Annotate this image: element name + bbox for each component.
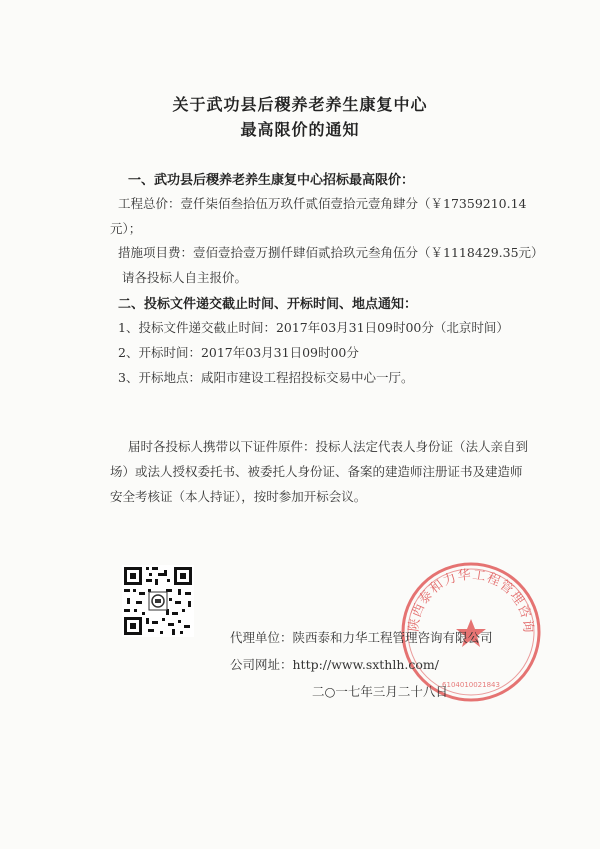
total-price-line1: 工程总价：壹仟柒佰叁拾伍万玖仟贰佰壹拾元壹角肆分（￥17359210.14: [118, 196, 527, 211]
opening-place-line: 3、开标地点：咸阳市建设工程招投标交易中心一厅。: [118, 370, 414, 385]
self-quote-line: 请各投标人自主报价。: [122, 270, 248, 285]
deadline-line: 1、投标文件递交截止时间：2017年03月31日09时00分（北京时间）: [118, 320, 509, 335]
document-title-line2: 最高限价的通知: [240, 120, 360, 139]
document-title-line1: 关于武功县后稷养老养生康复中心: [172, 95, 428, 114]
measures-fee-line: 措施项目费：壹佰壹拾壹万捌仟肆佰贰拾玖元叁角伍分（￥1118429.35元）: [118, 245, 544, 260]
opening-time-line: 2、开标时间：2017年03月31日09时00分: [118, 345, 359, 360]
agency-line: 代理单位：陕西泰和力华工程管理咨询有限公司: [230, 630, 493, 645]
qr-code-icon: [122, 565, 194, 637]
svg-text:陕西泰和力华工程管理咨询有限公司: [396, 557, 535, 634]
notice-line1: 届时各投标人携带以下证件原件：投标人法定代表人身份证（法人亲自到: [128, 439, 529, 454]
section2-heading: 二、投标文件递交截止时间、开标时间、地点通知：: [118, 297, 418, 312]
date-line: 二○一七年三月二十八日: [312, 684, 448, 699]
section1-heading: 一、武功县后稷养老养生康复中心招标最高限价：: [128, 173, 415, 188]
total-price-line2: 元）；: [110, 221, 142, 236]
notice-line2: 场）或法人授权委托书、被委托人身份证、备案的建造师注册证书及建造师: [110, 464, 523, 479]
seal-text: 陕西泰和力华工程管理咨询: [406, 567, 536, 635]
website-line: 公司网址：http://www.sxthlh.com/: [230, 657, 439, 672]
seal-code: 6104010021843: [442, 681, 500, 689]
notice-line3: 安全考核证（本人持证），按时参加开标会议。: [110, 489, 367, 504]
